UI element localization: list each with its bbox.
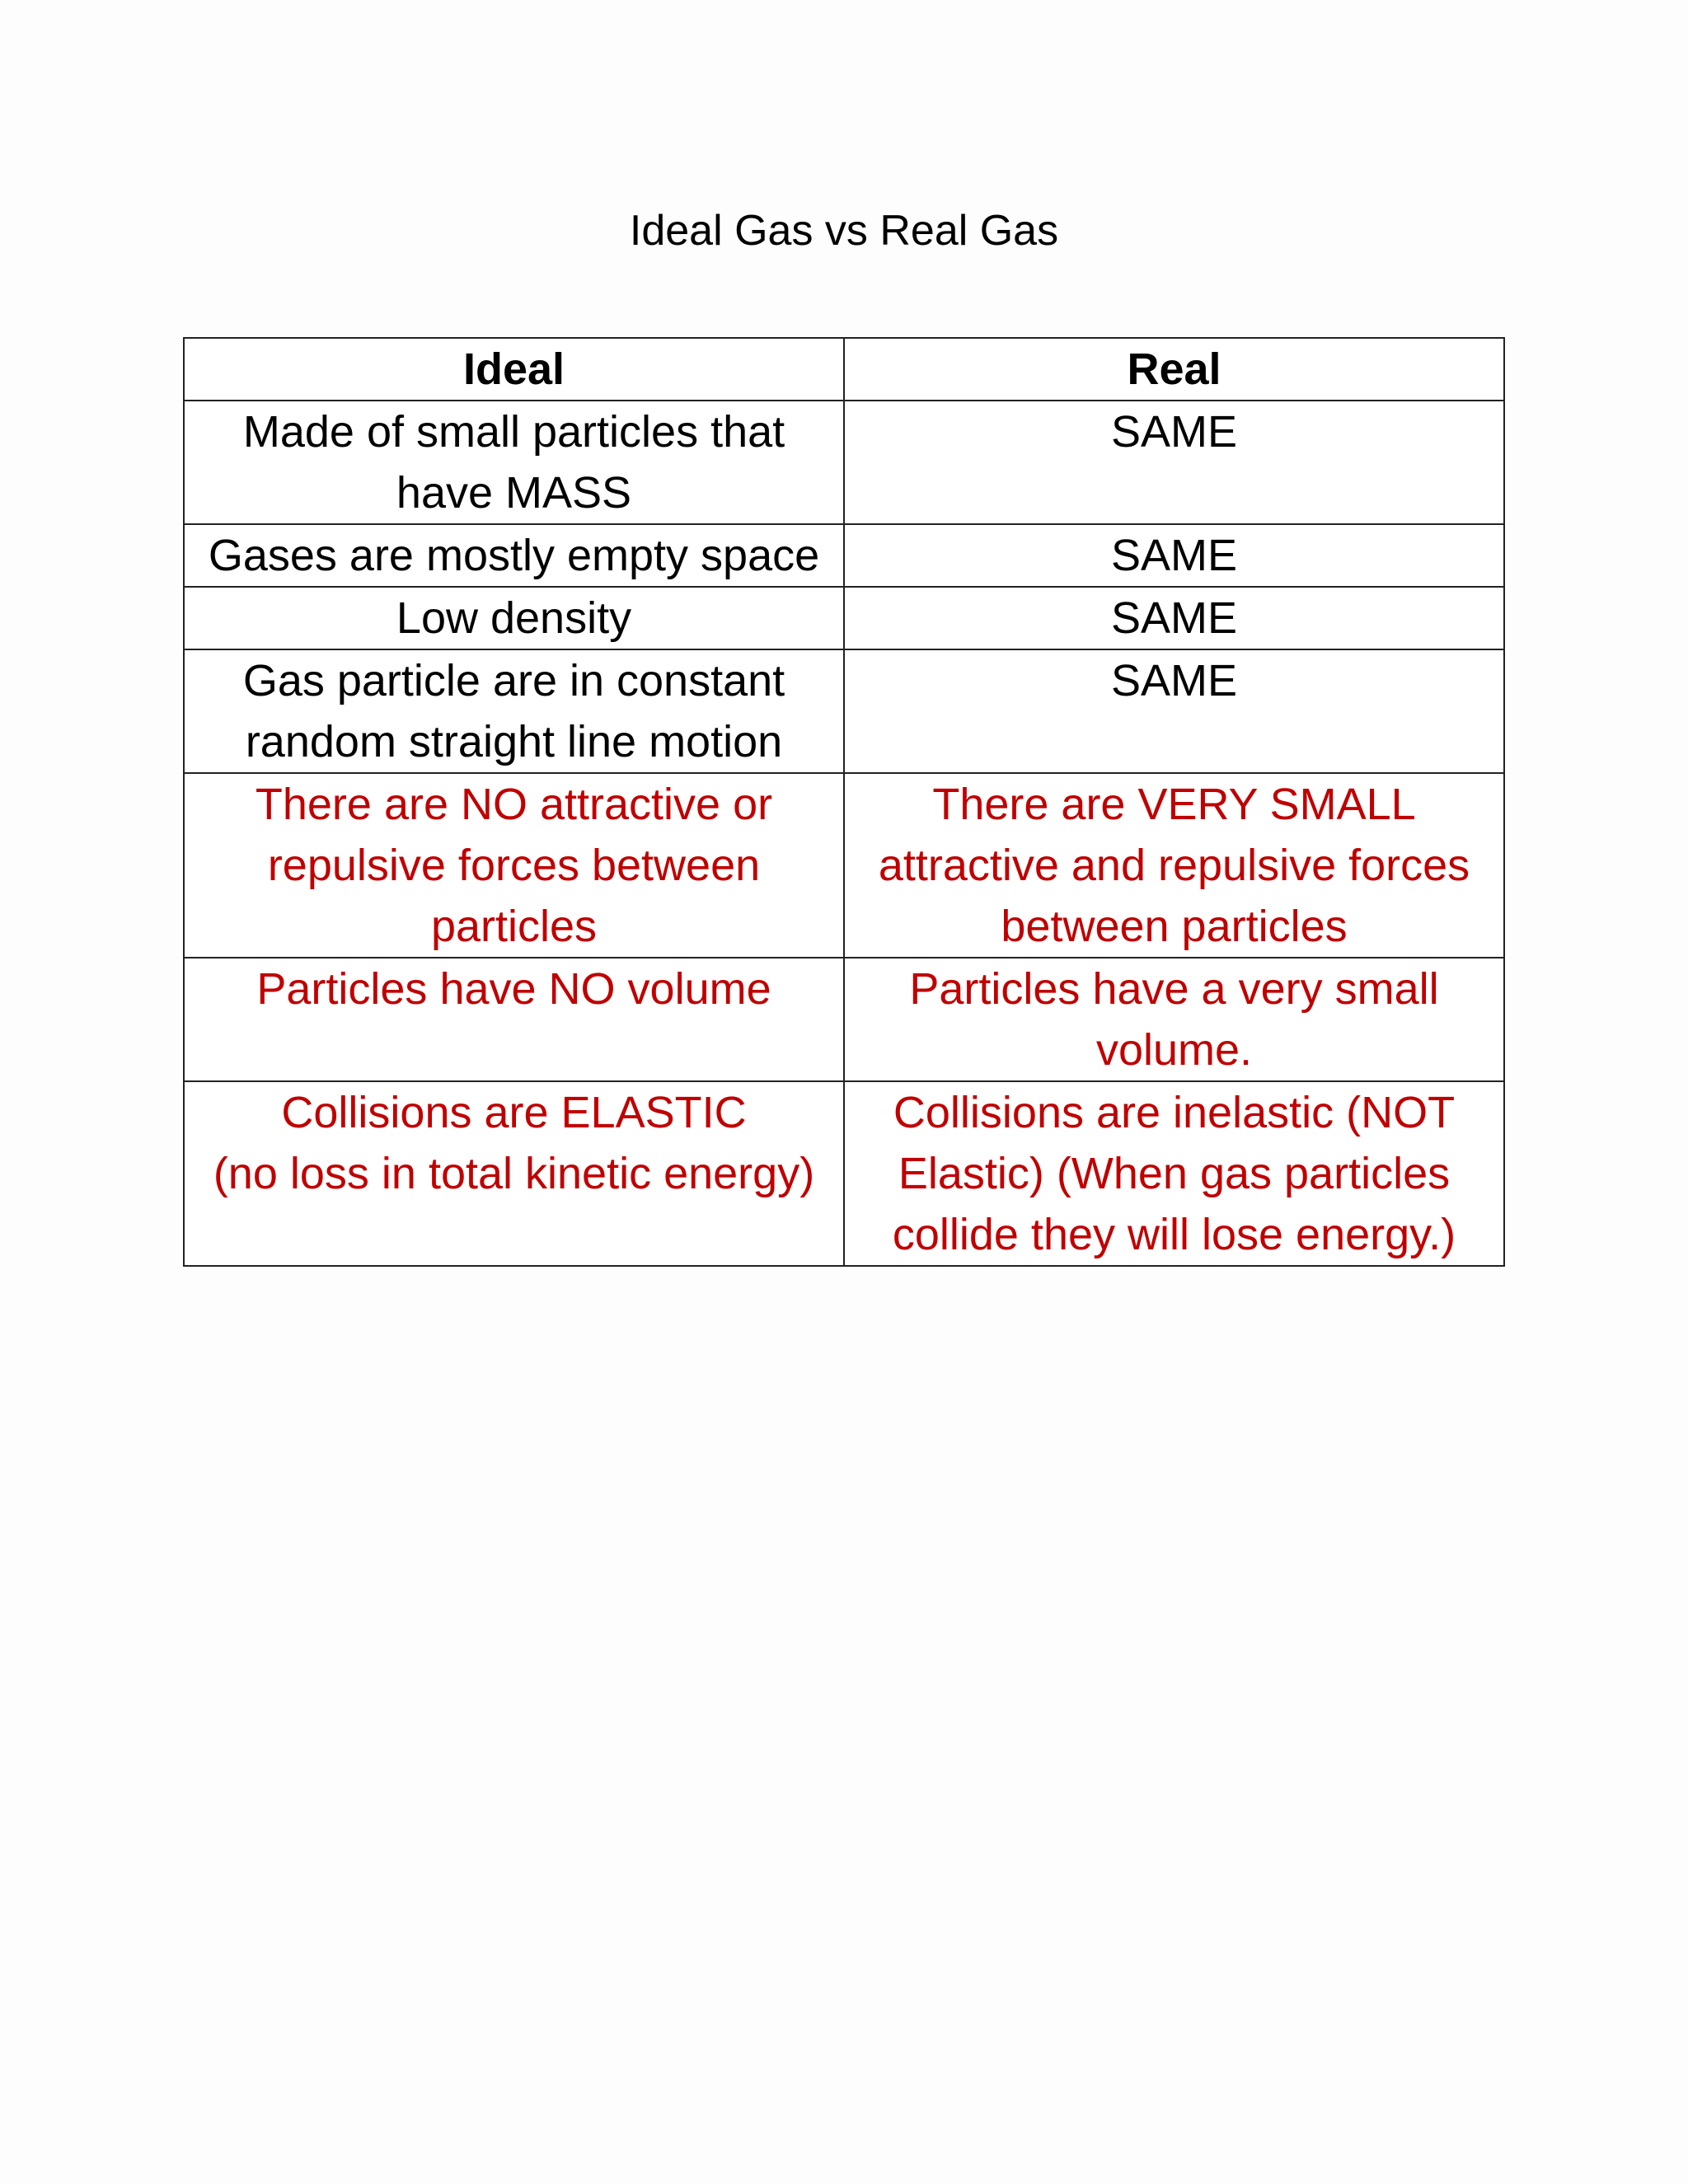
table-row — [184, 958, 1504, 1081]
ideal-cell: Gases are mostly empty space — [184, 524, 844, 587]
table-row — [184, 401, 1504, 524]
real-cell: SAME — [844, 587, 1504, 649]
ideal-cell-line: Collisions are ELASTIC — [281, 1088, 747, 1137]
table-header-row — [184, 338, 1504, 401]
ideal-cell: Gas particle are in constant random straight line motion — [184, 649, 844, 773]
real-cell: Particles have a very small volume. — [844, 958, 1504, 1081]
table-row — [184, 773, 1504, 958]
real-cell: There are VERY SMALL attractive and repulsive forces between particles — [844, 773, 1504, 958]
ideal-cell — [184, 1081, 844, 1266]
real-cell: SAME — [844, 401, 1504, 524]
header-ideal: Ideal — [184, 338, 844, 401]
table-row — [184, 587, 1504, 649]
real-cell: SAME — [844, 649, 1504, 773]
table-row — [184, 649, 1504, 773]
ideal-cell: Particles have NO volume — [184, 958, 844, 1081]
table-row — [184, 1081, 1504, 1266]
ideal-cell-line: (no loss in total kinetic energy) — [213, 1149, 815, 1198]
ideal-cell: Made of small particles that have MASS — [184, 401, 844, 524]
real-cell: SAME — [844, 524, 1504, 587]
real-cell: Collisions are inelastic (NOT Elastic) (When gas particles collide they will lose energy.) — [844, 1081, 1504, 1266]
ideal-cell: There are NO attractive or repulsive forces between particles — [184, 773, 844, 958]
header-real: Real — [844, 338, 1504, 401]
table-row — [184, 524, 1504, 587]
ideal-cell: Low density — [184, 587, 844, 649]
comparison-table — [183, 337, 1505, 1267]
page-title: Ideal Gas vs Real Gas — [629, 207, 1059, 255]
